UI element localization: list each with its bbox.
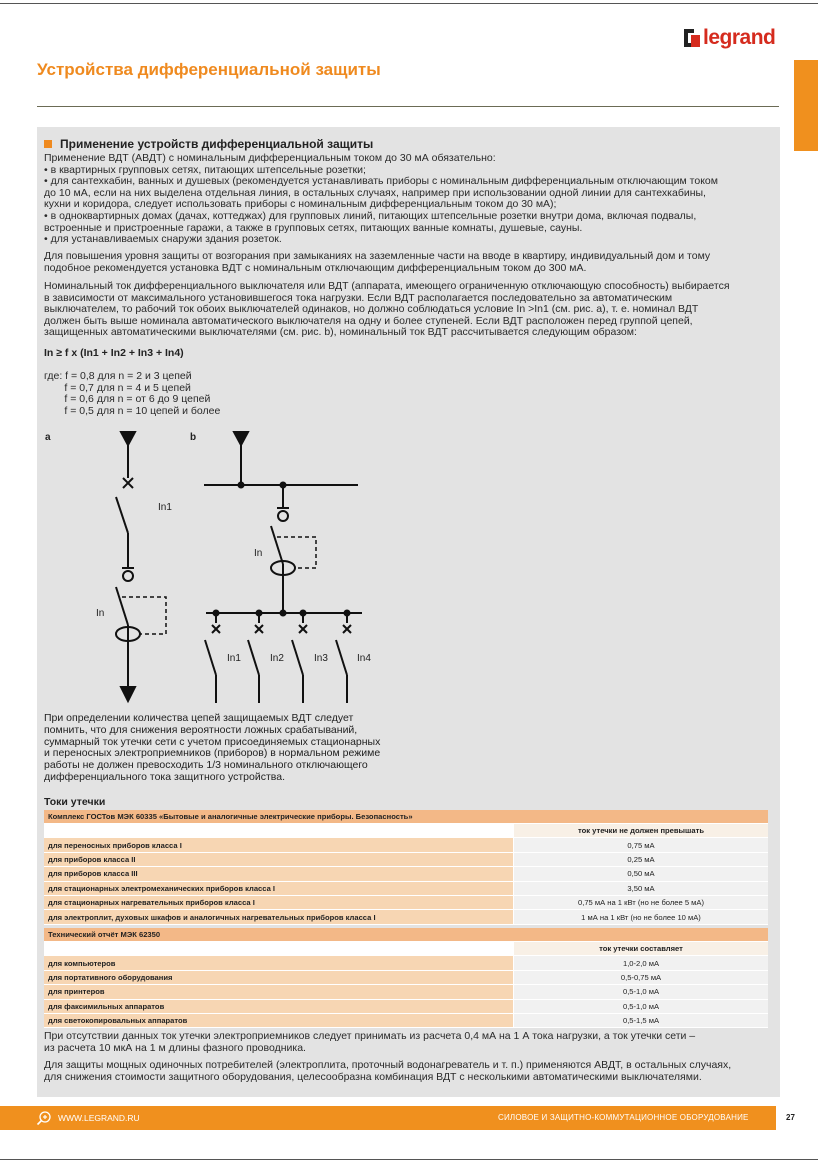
legrand-logo — [684, 27, 775, 49]
title-divider — [37, 106, 779, 107]
label-a-in1: In1 — [158, 502, 172, 513]
leakage-table-iec — [44, 928, 768, 1028]
paragraph-mandatory-use: Применение ВДТ (АВДТ) с номинальным дифференциальным током до 30 мА обязательно: • в квартирных групповых сетях, питающих штепсельные розетки; • для сантехкабин, ванных и душевых (рекомендуется устанавливать приборы с номинальным дифференциальным отключающим током до 10 мА, если на них выделена отдельная линия, в остальных случаях, например при использовании одной линии для сантехкабины, кухни и коридора, следует использовать приборы с номинальным дифференциальным током до 30 мА); • в одноквартирных домах (дачах, коттеджах) для групповых линий, питающих штепсельные розетки внутри дома, включая подвалы, встроенные и пристроенные гаражи, а также в групповых сетях, питающих ванные комнаты, душевые, сауны. • для устанавливаемых снаружи здания розеток. — [44, 152, 718, 246]
leakage-note: При определении количества цепей защищаемых ВДТ следует помнить, что для снижения вероятности ложных срабатываний, суммарный ток утечки сети с учетом присоединяемых стационарных и переносных электроприемников (приборов) в нормальном режиме работы не должен превосходить 1/3 номинального отключающего дифференциального тока защитного устройства. — [44, 712, 381, 783]
table-row: для компьютеров 1,0-2,0 мА — [44, 956, 768, 970]
magnifier-icon — [36, 1110, 52, 1126]
legrand-logo-icon — [684, 29, 700, 47]
load-arrow-icon — [121, 687, 135, 701]
table-row: для стационарных нагревательных приборов класса I 0,75 мА на 1 кВт (но не более 5 мА) — [44, 895, 768, 909]
paragraph-leakage-estimate: При отсутствии данных ток утечки электроприемников следует принимать из расчета 0,4 мА на 1 А тока нагрузки, а ток утечки сети – из расчета 10 мкА на 1 м длины фазного проводника. — [44, 1030, 696, 1054]
label-b-in: In — [254, 548, 263, 559]
page-number: 27 — [786, 1113, 795, 1122]
section-heading-text: Применение устройств дифференциальной защиты — [60, 137, 374, 151]
leakage-title: Токи утечки — [44, 796, 106, 808]
section-heading — [44, 137, 373, 151]
label-b-in4: In4 — [357, 653, 371, 664]
label-b-in2: In2 — [270, 653, 284, 664]
brand-name: legrand — [703, 26, 776, 49]
table-row: для светокопировальных аппаратов 0,5-1,5 мА — [44, 1013, 768, 1027]
side-tab-marker — [794, 60, 818, 151]
label-b: b — [190, 432, 197, 443]
table-row: для переносных приборов класса I 0,75 мА — [44, 838, 768, 852]
top-rule — [0, 3, 818, 4]
footer-category: СИЛОВОЕ И ЗАЩИТНО-КОММУТАЦИОННОЕ ОБОРУДОВАНИЕ — [498, 1113, 749, 1122]
website-link[interactable]: WWW.LEGRAND.RU — [58, 1113, 140, 1123]
breaker-switch-a — [116, 497, 128, 533]
leakage-table-gost — [44, 810, 768, 925]
square-bullet-icon — [44, 140, 52, 148]
table-row: для приборов класса II 0,25 мА — [44, 852, 768, 866]
table-caption: Комплекс ГОСТов МЭК 60335 «Бытовые и аналогичные электрические приборы. Безопасность» — [44, 810, 768, 824]
supply-arrow-icon-b — [234, 432, 248, 445]
label-a-in: In — [96, 608, 105, 619]
coefficient-list: где: f = 0,8 для n = 2 и 3 цепей f = 0,7 для n = 4 и 5 цепей f = 0,6 для n = от 6 до 9 цепей f = 0,5 для n = 10 цепей и более — [44, 370, 221, 417]
rated-current-formula: In ≥ f x (In1 + In2 + In3 + In4) — [44, 347, 184, 359]
label-b-in1: In1 — [227, 653, 241, 664]
table-row: для портативного оборудования 0,5-0,75 мА — [44, 970, 768, 984]
wiring-diagram — [40, 425, 380, 710]
rcd-switch-a — [116, 587, 128, 625]
table-row: для электроплит, духовых шкафов и аналогичных нагревательных приборов класса I 1 мА на 1 кВт (но не более 10 мА) — [44, 910, 768, 924]
rcd-switch-b — [271, 526, 283, 564]
table-row: для факсимильных аппаратов 0,5-1,0 мА — [44, 999, 768, 1013]
table-column-header: ток утечки не должен превышать — [514, 824, 769, 838]
page-title: Устройства дифференциальной защиты — [37, 60, 381, 79]
table-row: для стационарных электромеханических приборов класса I 3,50 мА — [44, 881, 768, 895]
bottom-rule — [0, 1159, 818, 1160]
paragraph-fire-protection: Для повышения уровня защиты от возгорания при замыканиях на заземленные части на вводе в квартиру, индивидуальный дом и тому подобное рекомендуется установка ВДТ с номинальным отключающим дифференциальным током до 300 мА. — [44, 250, 711, 274]
paragraph-rated-current: Номинальный ток дифференциального выключателя или ВДТ (аппарата, имеющего ограниченную отключающую способность) выбирается в зависимости от максимального установившегося тока нагрузки. Если ВДТ располагается последовательно за автоматическим выключателем, то рабочий ток обоих выключателей одинаков, но должно соблюдаться условие In >In1 (см. рис. а), т. е. номинал ВДТ должен быть выше номинала автоматического выключателя на одну и более ступеней. Если ВДТ расположен перед группой цепей, защищенных автоматическими выключателями (см. рис. b), номинальный ток ВДТ рассчитывается следующим образом: — [44, 280, 730, 339]
table-row: для принтеров 0,5-1,0 мА — [44, 985, 768, 999]
table-column-header: ток утечки составляет — [514, 942, 769, 956]
paragraph-protection-combination: Для защиты мощных одиночных потребителей (электроплита, проточный водонагреватель и т. п.) применяются АВДТ, в остальных случаях, для снижения стоимости защитного оборудования, целесообразна комбинация ВДТ с несколькими автоматическими выключателями. — [44, 1059, 732, 1083]
label-a: a — [45, 432, 51, 443]
table-caption: Технический отчёт МЭК 62350 — [44, 928, 768, 942]
label-b-in3: In3 — [314, 653, 328, 664]
supply-arrow-icon — [121, 432, 135, 445]
footer-website[interactable] — [36, 1110, 140, 1126]
table-row: для приборов класса III 0,50 мА — [44, 867, 768, 881]
